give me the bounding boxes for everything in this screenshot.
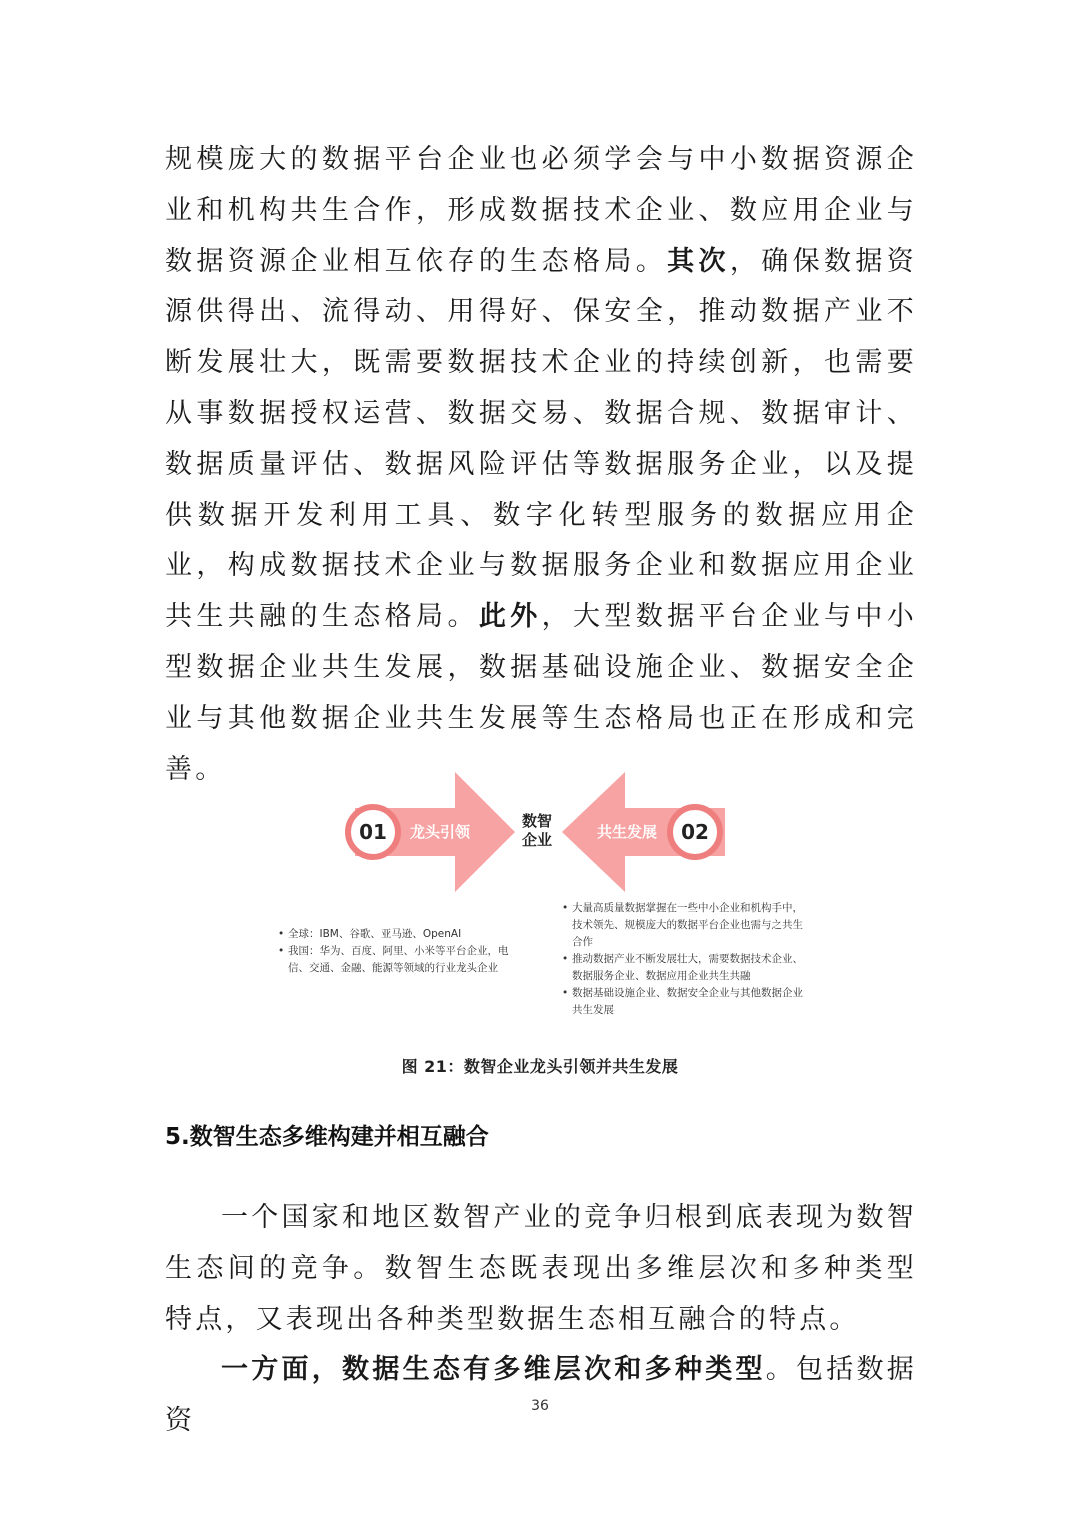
paragraph-text: 。包括数据资 bbox=[165, 1354, 918, 1436]
body-paragraph-1 bbox=[165, 135, 917, 795]
paragraph-text: ，确保数据资源供得出、流得动、用得好、保安全，推动数据产业不断发展壮大，既需要数据技术企业的持续创新，也需要从事数据授权运营、数据交易、数据合规、数据审计、数据质量评估、数据风险评估等数据服务企业，以及提供数据开发利用工具、数字化转型服务的数据应用企业，构成数据技术企业与数据服务企业和数据应用企业共生共融的生态格局。 bbox=[165, 245, 918, 633]
badge-number-01: 01 bbox=[359, 820, 387, 844]
list-item: • 全球：IBM、谷歌、亚马逊、OpenAI bbox=[278, 926, 513, 943]
paragraph-text: 规模庞大的数据平台企业也必须学会与中小数据资源企业和机构共生合作，形成数据技术企业、数应用企业与数据资源企业相互依存的生态格局。 bbox=[165, 144, 917, 277]
emphasis-text: 一方面，数据生态有多维层次和多种类型 bbox=[221, 1354, 766, 1385]
figure-diagram bbox=[270, 760, 810, 1030]
body-paragraph-3 bbox=[165, 1345, 917, 1447]
arrow-label-symbiosis: 共生发展 bbox=[597, 823, 658, 841]
center-label-line: 数智 bbox=[521, 812, 552, 830]
center-label bbox=[507, 812, 567, 850]
emphasis-text: 其次 bbox=[667, 245, 730, 277]
section-heading: 5.数智生态多维构建并相互融合 bbox=[165, 1124, 489, 1150]
right-bullet-list bbox=[562, 900, 807, 1019]
list-item: • 推动数据产业不断发展壮大，需要数据技术企业、数据服务企业、数据应用企业共生共融 bbox=[562, 951, 807, 985]
list-item: • 我国：华为、百度、阿里、小米等平台企业，电信、交通、金融、能源等领域的行业龙头企业 bbox=[278, 943, 513, 977]
list-item: • 数据基础设施企业、数据安全企业与其他数据企业共生发展 bbox=[562, 985, 807, 1019]
paragraph-text: ，大型数据平台企业与中小型数据企业共生发展，数据基础设施企业、数据安全企业与其他数据企业共生发展等生态格局也正在形成和完善。 bbox=[165, 601, 917, 785]
list-item: • 大量高质量数据掌握在一些中小企业和机构手中，技术领先、规模庞大的数据平台企业也需与之共生合作 bbox=[562, 900, 807, 951]
figure-caption: 图 21：数智企业龙头引领并共生发展 bbox=[401, 1057, 679, 1076]
page-number: 36 bbox=[531, 1398, 549, 1414]
left-bullet-list bbox=[278, 926, 513, 977]
emphasis-text: 此外 bbox=[478, 601, 542, 633]
arrow-label-leading: 龙头引领 bbox=[410, 823, 471, 841]
body-paragraph-2: 一个国家和地区数智产业的竞争归根到底表现为数智生态间的竞争。数智生态既表现出多维层次和多种类型特点，又表现出各种类型数据生态相互融合的特点。 bbox=[165, 1202, 917, 1335]
badge-number-02: 02 bbox=[681, 820, 709, 844]
center-label-line: 企业 bbox=[521, 831, 552, 849]
